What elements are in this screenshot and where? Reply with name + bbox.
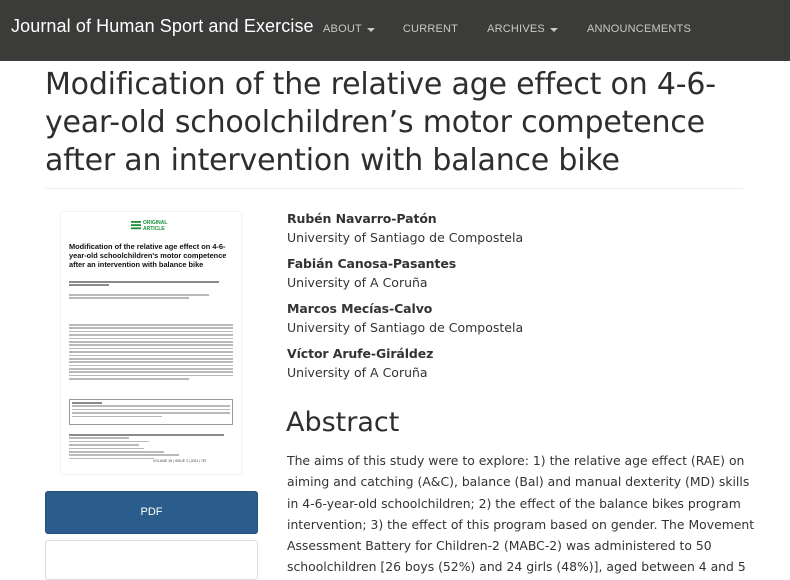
thumbnail-abstract-lines bbox=[69, 324, 233, 382]
article-title: Modification of the relative age effect on 4-6-year-old schoolchildren’s motor competence after an intervention with balance bike bbox=[45, 67, 716, 178]
author-affiliation: University of Santiago de Compostela bbox=[287, 320, 524, 335]
thumbnail-title: Modification of the relative age effect on 4-6-year-old schoolchildren's motor competence after an intervention with balance bike bbox=[69, 242, 227, 270]
badge-line-2: ARTICLE bbox=[143, 225, 165, 232]
secondary-panel bbox=[45, 540, 258, 580]
author-affiliation: University of A Coruña bbox=[287, 275, 428, 290]
author-entry bbox=[287, 211, 767, 256]
author-name: Marcos Mecías-Calvo bbox=[287, 301, 433, 316]
nav-current-label: CURRENT bbox=[402, 23, 459, 35]
author-name: Víctor Arufe-Giráldez bbox=[287, 346, 434, 361]
main-nav bbox=[323, 21, 691, 37]
abstract-text: The aims of this study were to explore: 1) the relative age effect (RAE) on aiming and catching (A&C), balance (Bal) and manual dexterity (MD) skills in 4-6-year-old schoolchildren; 2) the effect of the balance bikes program intervention; 3) the effect of this program based on gender. The Movement Assessment Battery for Children-2 (MABC-2) was administered to 50 schoolchildren [26 boys (52%) and 24 girls (48%)], aged between 4 and 5 bbox=[287, 453, 755, 575]
title-divider bbox=[45, 188, 743, 189]
abstract-heading: Abstract bbox=[286, 407, 400, 438]
thumbnail-affiliation-lines bbox=[69, 294, 233, 301]
thumbnail-footer: VOLUME 18 | ISSUE 3 | 2024 | 787 bbox=[153, 459, 207, 463]
author-name: Fabián Canosa-Pasantes bbox=[287, 256, 457, 271]
nav-about-label: ABOUT bbox=[323, 23, 362, 35]
site-header bbox=[0, 0, 790, 61]
thumbnail-author-lines bbox=[69, 281, 233, 288]
caret-down-icon bbox=[550, 28, 558, 32]
original-article-badge bbox=[143, 221, 167, 232]
badge-line-1: ORIGINAL bbox=[143, 220, 168, 226]
author-entry bbox=[287, 346, 767, 391]
nav-current[interactable] bbox=[403, 21, 458, 37]
thumbnail-correspondence-lines bbox=[69, 434, 233, 461]
author-entry bbox=[287, 256, 767, 301]
pdf-download-button[interactable]: PDF bbox=[45, 491, 258, 534]
nav-archives[interactable] bbox=[487, 21, 558, 37]
caret-down-icon bbox=[367, 28, 375, 32]
author-entry bbox=[287, 301, 767, 346]
nav-announcements[interactable] bbox=[587, 21, 691, 37]
author-name: Rubén Navarro-Patón bbox=[287, 211, 437, 226]
article-cover-thumbnail[interactable] bbox=[61, 212, 241, 474]
nav-archives-label: ARCHIVES bbox=[487, 23, 545, 35]
site-brand-link[interactable]: Journal of Human Sport and Exercise bbox=[11, 16, 314, 36]
thumbnail-cite-box bbox=[69, 399, 233, 425]
author-affiliation: University of Santiago de Compostela bbox=[287, 230, 524, 245]
nav-announcements-label: ANNOUNCEMENTS bbox=[586, 23, 691, 35]
author-list bbox=[287, 211, 767, 391]
nav-about[interactable] bbox=[323, 21, 375, 37]
author-affiliation: University of A Coruña bbox=[287, 365, 428, 380]
